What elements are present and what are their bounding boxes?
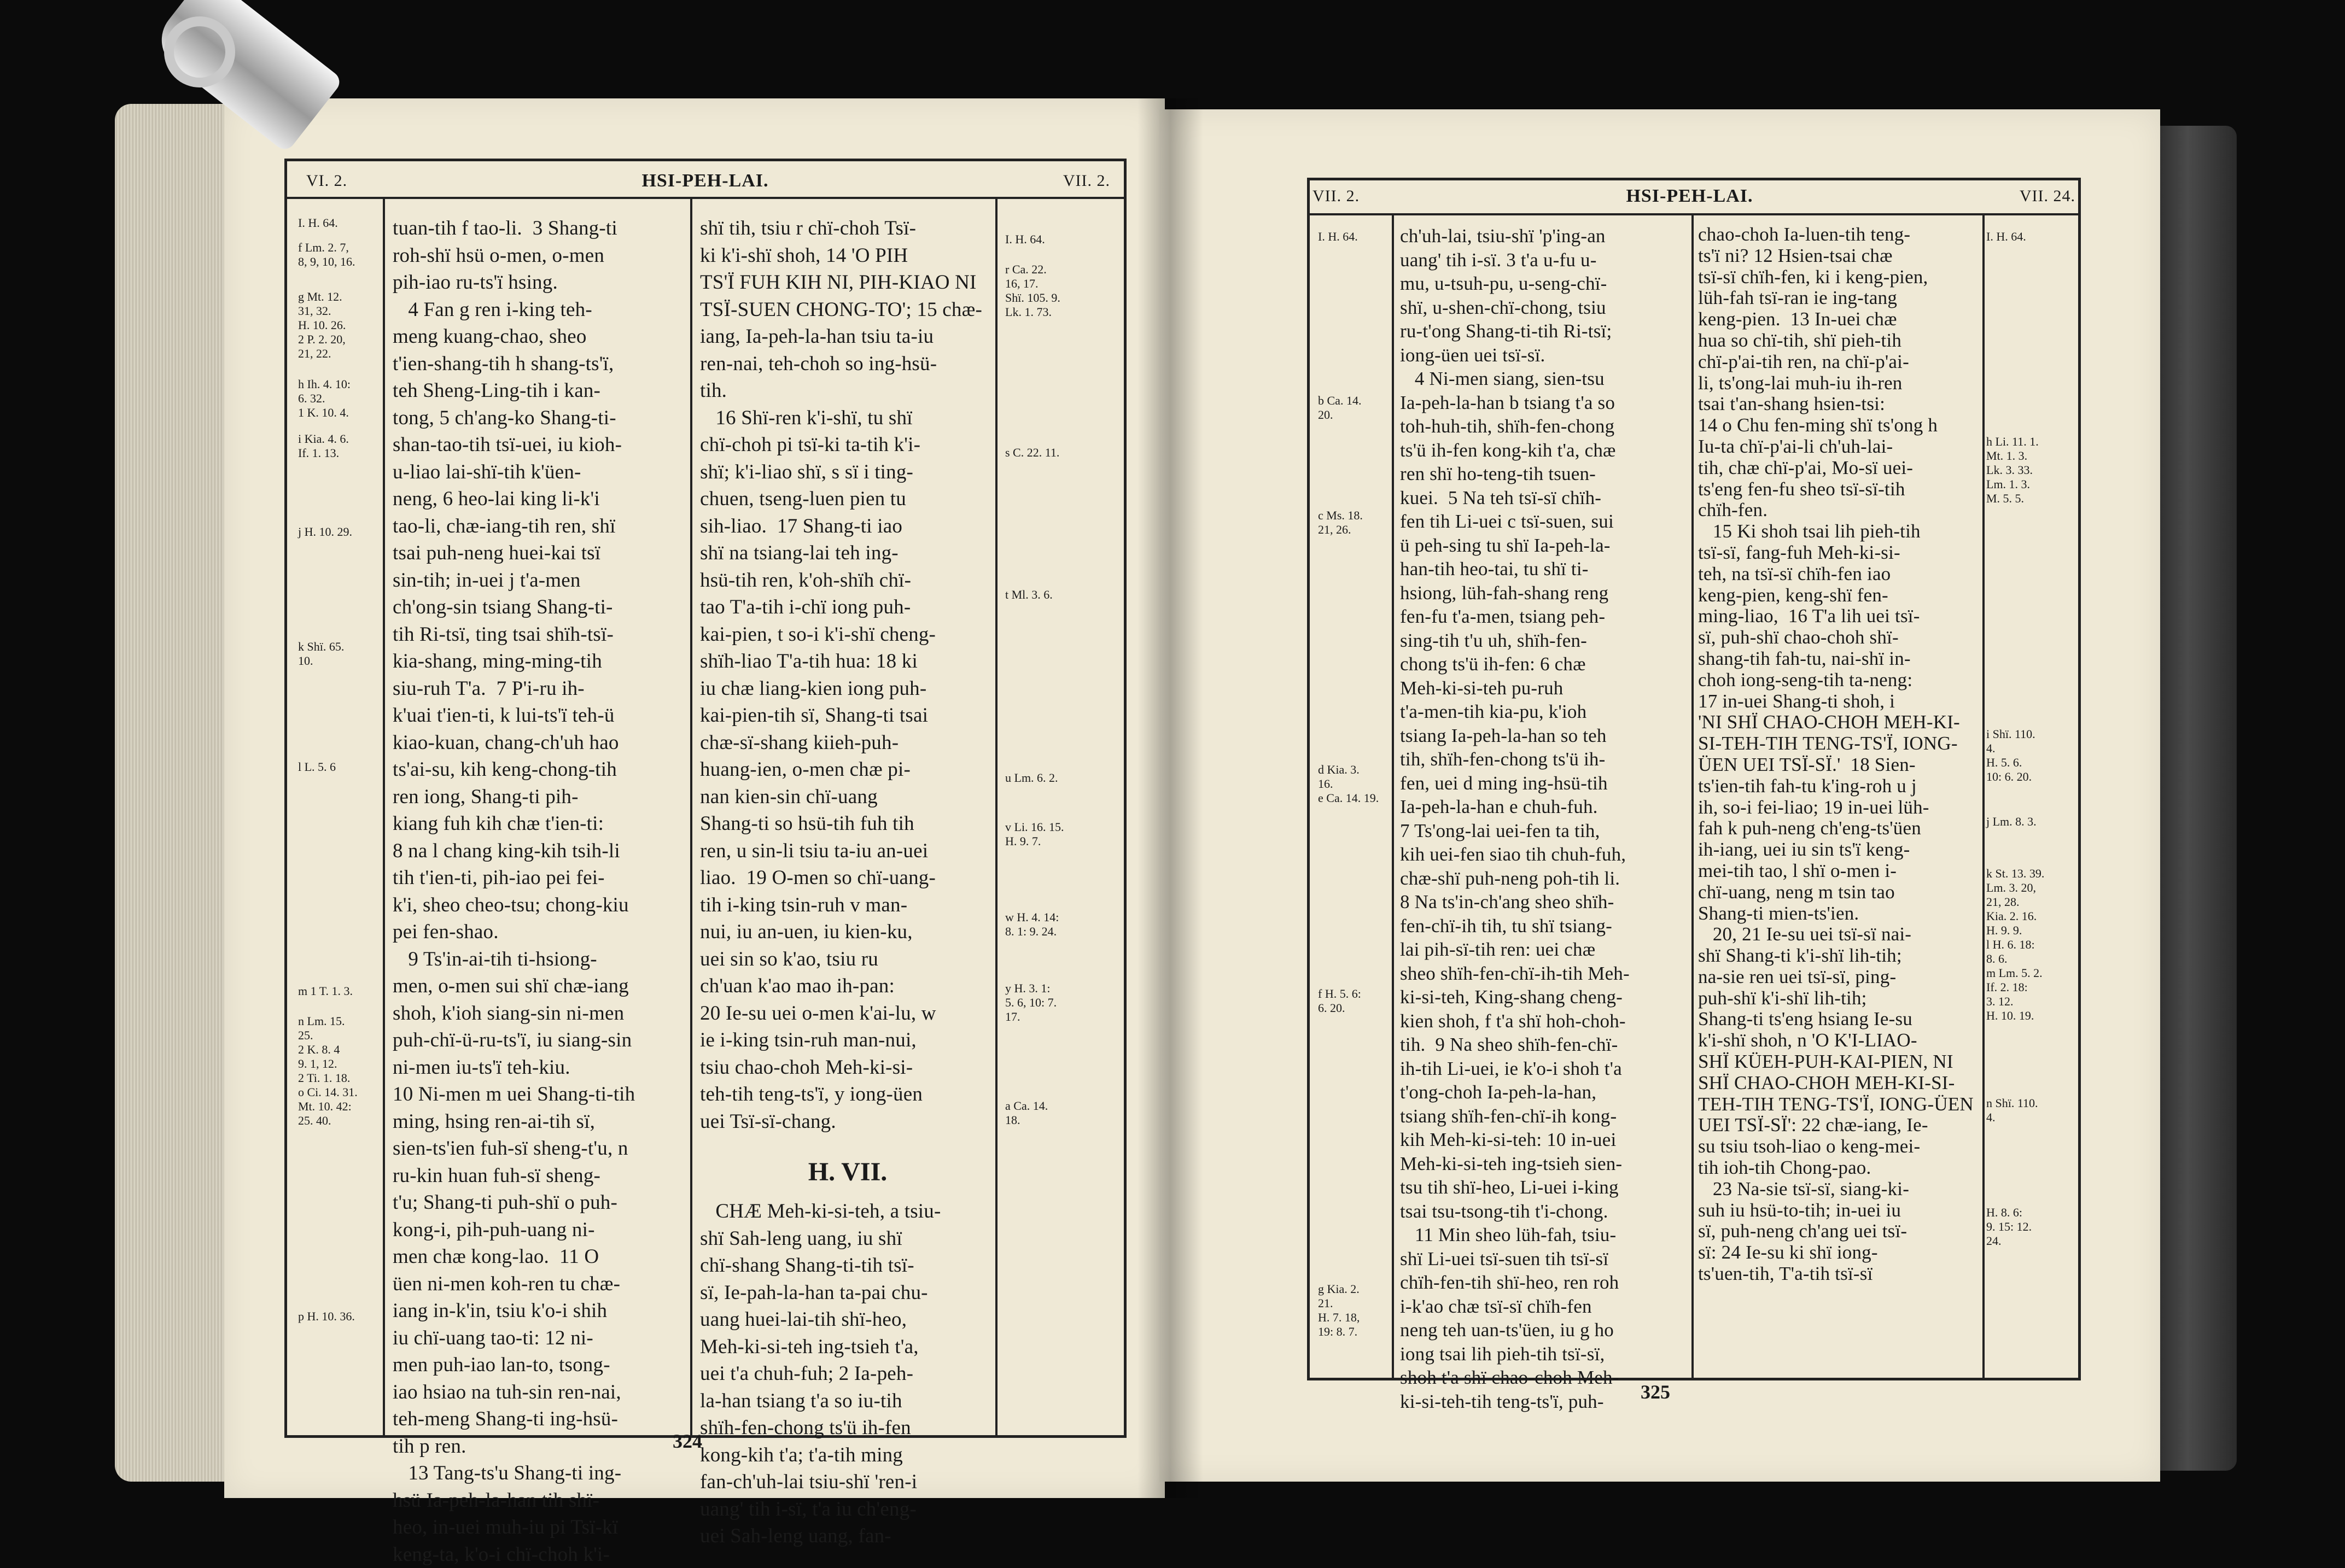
left-head-chapter: VI. 2. (306, 172, 348, 190)
note: n Shï. 110. 4. (1986, 1096, 2038, 1124)
right-center-rule (1691, 213, 1694, 1380)
left-col2-text: shï tih, tsiu r chï-choh Tsï- ki k'i-shï shoh, 14 'O PIH TS'Ï FUH KIH NI, PIH-KIAO NI TSÏ-SUEN CHONG-TO'; 15 chæ- iang, Ia-peh-la-han tsiu ta-iu ren-nai, teh-choh so ing-hsü- tih. 16 Shï-ren k'i-shï, tu shï chï-choh pi tsï-ki ta-tih k'i- shï; k'i-liao shï, s sï i ting- chuen, tseng-luen pien tu sih-liao. 17 Shang-ti iao shï na tsiang-lai teh ing- hsü-tih ren, k'oh-shïh chï- tao T'a-tih i-chï iong puh- kai-pien, t so-i k'i-shï cheng- shïh-liao T'a-tih hua: 18 ki iu chæ liang-kien iong puh- kai-pien-tih sï, Shang-ti tsai chæ-sï-shang kiieh-puh- huang-ien, o-men chæ pi- nan kien-sin chï-uang Shang-ti so hsü-tih fuh tih ren, u sin-li tsiu ta-iu an-uei liao. 19 O-men so chï-uang- tih i-king tsin-ruh v man- nui, iu an-uen, iu kien-ku, uei sin so k'ao, tsiu ru ch'uan k'ao mao ih-pan: 20 Ie-su uei o-men k'ai-lu, w ie i-king tsin-ruh man-nui, tsiu chao-choh Meh-ki-si- teh-tih teng-ts'ï, y iong-üen uei Tsï-sï-chang. (700, 217, 982, 1133)
note: p H. 10. 36. (298, 1309, 355, 1323)
right-head-title: HSI-PEH-LAI. (1626, 186, 1753, 206)
note: g Mt. 12. 31, 32. H. 10. 26. 2 P. 2. 20, 21, 22. (298, 290, 346, 360)
note: g Kia. 2. 21. H. 7. 18, 19: 8. 7. (1318, 1282, 1360, 1338)
note: j Lm. 8. 3. (1986, 815, 2037, 828)
note: d Kia. 3. 16. e Ca. 14. 19. (1318, 763, 1379, 805)
note: c Ms. 18. 21, 26. (1318, 508, 1363, 536)
note: H. 8. 6: 9. 15: 12. 24. (1986, 1206, 2032, 1248)
left-head-rule (284, 197, 1127, 199)
right-page-text-column-2: chao-choh Ia-luen-tih teng- ts'ï ni? 12 Hsien-tsai chæ tsï-sï chïh-fen, ki i keng-pien, lüh-fah tsï-ran ie ing-tang keng-pien. 13 In-uei chæ hua so chï-tih, shï pieh-tih chï-p'ai-tih ren, na chï-p'ai- li, ts'ong-lai muh-iu ih-ren tsai t'an-shang hsien-tsi: 14 o Chu fen-ming shï ts'ong h Iu-ta chï-p'ai-li ch'uh-lai- tih, chæ chï-p'ai, Mo-sï uei- ts'eng fen-fu sheo tsï-sï-tih chïh-fen. 15 Ki shoh tsai lih pieh-tih tsï-sï, fang-fuh Meh-ki-si- teh, na tsï-sï chïh-fen iao keng-pien, keng-shï fen- ming-liao, 16 T'a lih uei tsï- sï, puh-shï chao-choh shï- shang-tih fah-tu, nai-shï in- choh iong-seng-tih ta-neng: 17 in-uei Shang-ti shoh, i 'NI SHÏ CHAO-CHOH MEH-KI- SI-TEH-TIH TENG-TS'Ï, IONG- ÜEN UEI TSÏ-SÏ.' 18 Sien- ts'ien-tih fah-tu k'ing-roh u j ih, so-i fei-liao; 19 in-uei lüh- fah k puh-neng ch'eng-ts'üen ih-iang, uei iu sin ts'ï keng- mei-tih tao, l shï o-men i- chï-uang, neng m tsin tao Shang-ti mien-ts'ien. 20, 21 Ie-su uei tsï-sï nai- shï Shang-ti k'i-shï lih-tih; na-sie ren uei tsï-sï, ping- puh-shï k'i-shï lih-tih; Shang-ti ts'eng hsiang Ie-su k'i-shï shoh, n 'O K'I-LIAO- SHÏ KÜEH-PUH-KAI-PIEN, NI SHÏ CHAO-CHOH MEH-KI-SI- TEH-TIH TENG-TS'Ï, IONG-ÜEN UEI TSÏ-SÏ': 22 chæ-iang, Ie- su tsiu tsoh-liao o keng-mei- tih ioh-tih Chong-pao. 23 Na-sie tsï-sï, siang-ki- suh iu hsü-to-tih; in-uei iu sï, puh-neng ch'ang uei tsï- sï: 24 Ie-su ki shï iong- ts'uen-tih, T'a-tih tsï-sï (1698, 224, 1974, 1285)
note: i Shï. 110. 4. H. 5. 6. 10: 6. 20. (1986, 727, 2035, 783)
note: m 1 T. 1. 3. (298, 984, 353, 998)
right-head-chapter: VII. 2. (1312, 187, 1360, 205)
note: a Ca. 14. 18. (1005, 1099, 1048, 1127)
note: j H. 10. 29. (298, 525, 352, 539)
note: f Lm. 2. 7, 8, 9, 10, 16. (298, 241, 355, 268)
right-head-chapter-right: VII. 24. (2019, 187, 2075, 205)
right-page-number: 325 (1641, 1381, 1670, 1403)
left-page-number: 324 (673, 1430, 702, 1452)
left-head-title: HSI-PEH-LAI. (641, 171, 769, 191)
note: v Li. 16. 15. H. 9. 7. (1005, 820, 1064, 848)
note: f H. 5. 6: 6. 20. (1318, 987, 1361, 1015)
note: I. H. 64. (298, 216, 338, 230)
right-right-notes-rule (1982, 213, 1985, 1380)
book-cover-edge (2155, 126, 2237, 1471)
left-notes-rule (383, 197, 385, 1438)
note: h Li. 11. 1. Mt. 1. 3. Lk. 3. 33. Lm. 1. 3. M. 5. 5. (1986, 435, 2039, 505)
right-head-rule (1307, 213, 2081, 215)
note: i Kia. 4. 6. If. 1. 13. (298, 432, 349, 460)
left-page-text-column-1: tuan-tih f tao-li. 3 Shang-ti roh-shï hsü o-men, o-men pih-iao ru-ts'ï hsing. 4 Fan g ren i-king teh- meng kuang-chao, sheo t'ien-shang-tih h shang-ts'ï, teh Sheng-Ling-tih i kan- tong, 5 ch'ang-ko Shang-ti- shan-tao-tih tsï-uei, iu kioh- u-liao lai-shï-tih k'üen- neng, 6 heo-lai king li-k'i tao-li, chæ-iang-tih ren, shï tsai puh-neng huei-kai tsï sin-tih; in-uei j t'a-men ch'ong-sin tsiang Shang-ti- tih Ri-tsï, ting tsai shïh-tsï- kia-shang, ming-ming-tih siu-ruh T'a. 7 P'i-ru ih- k'uai t'ien-ti, k lui-ts'ï teh-ü kiao-kuan, chang-ch'uh hao ts'ai-su, kih keng-chong-tih ren iong, Shang-ti pih- kiang fuh kih chæ t'ien-ti: 8 na l chang king-kih tsih-li tih t'ien-ti, pih-iao pei fei- k'i, sheo cheo-tsu; chong-kiu pei fen-shao. 9 Ts'in-ai-tih ti-hsiong- men, o-men sui shï chæ-iang shoh, k'ioh siang-sin ni-men puh-chï-ü-ru-ts'ï, iu siang-sin ni-men iu-ts'ï teh-kiu. 10 Ni-men m uei Shang-ti-tih ming, hsing ren-ai-tih sï, sien-ts'ien fuh-sï sheng-t'u, n ru-kin huan fuh-sï sheng- t'u; Shang-ti puh-shï o puh- kong-i, pih-puh-uang ni- men chæ kong-lao. 11 O üen ni-men koh-ren tu chæ- iang in-k'in, tsiu k'o-i shih iu chï-uang tao-ti: 12 ni- men puh-iao lan-to, tsong- iao hsiao na tuh-sin ren-nai, teh-meng Shang-ti ing-hsü- tih p ren. 13 Tang-ts'u Shang-ti ing- hsü Ia-peh-la-han tih shï- heo, in-uei muh-iu pi Tsï-kï keng-ta, k'o-i chï-choh k'i- (393, 217, 635, 1566)
left-col2-chapter-text: CHÆ Meh-ki-si-teh, a tsiu- shï Sah-leng uang, iu shï chï-shang Shang-ti-tih tsï- sï, Ie-pah-la-han ta-pai chu- uang huei-lai-tih shï-heo, Meh-ki-si-teh ing-tsieh t'a, uei t'a chuh-fuh; 2 Ia-peh- la-han tsiang t'a so iu-tih shïh-fen-chong ts'ü ih-fen kong-kih t'a; t'a-tih ming fan-ch'uh-lai tsiu-shï 'ren-i uang' tih i-sï, t'a iu ch'eng- uei Sah-leng uang, fan- (700, 1200, 941, 1547)
note: b Ca. 14. 20. (1318, 394, 1362, 422)
note: y H. 3. 1: 5. 6, 10: 7. 17. (1005, 981, 1057, 1023)
note: I. H. 64. (1986, 230, 2026, 243)
note: n Lm. 15. 25. 2 K. 8. 4 9. 1, 12. 2 Ti. 1. 18. o Ci. 14. 31. Mt. 10. 42: 25. 40. (298, 1014, 358, 1127)
right-notes-rule (1392, 213, 1394, 1380)
note: I. H. 64. (1005, 232, 1045, 246)
note: s C. 22. 11. (1005, 446, 1060, 459)
binder-clip-ring (164, 16, 235, 87)
right-page-text-column-1: ch'uh-lai, tsiu-shï 'p'ing-an uang' tih i-sï. 3 t'a u-fu u- mu, u-tsuh-pu, u-seng-chï- shï, u-shen-chï-chong, tsiu ru-t'ong Shang-ti-tih Ri-tsï; iong-üen uei tsï-sï. 4 Ni-men siang, sien-tsu Ia-peh-la-han b tsiang t'a so toh-huh-tih, shïh-fen-chong ts'ü ih-fen kong-kih t'a, chæ ren shï ho-teng-tih tsuen- kuei. 5 Na teh tsï-sï chïh- fen tih Li-uei c tsï-suen, sui ü peh-sing tu shï Ia-peh-la- han-tih heo-tai, tu shï ti- hsiong, lüh-fah-shang reng fen-fu t'a-men, tsiang peh- sing-tih t'u uh, shïh-fen- chong ts'ü ih-fen: 6 chæ Meh-ki-si-teh pu-ruh t'a-men-tih kia-pu, k'ioh tsiang Ia-peh-la-han so teh tih, shïh-fen-chong ts'ü ih- fen, uei d ming ing-hsü-tih Ia-peh-la-han e chuh-fuh. 7 Ts'ong-lai uei-fen ta tih, kih uei-fen siao tih chuh-fuh, chæ-shï puh-neng poh-tih li. 8 Na ts'in-ch'ang sheo shïh- fen-chï-ih tih, tu shï tsiang- lai pih-sï-tih ren: uei chæ sheo shïh-fen-chï-ih-tih Meh- ki-si-teh, King-shang cheng- kien shoh, f t'a shï hoh-choh- tih. 9 Na sheo shïh-fen-chï- ih-tih Li-uei, ie k'o-i shoh t'a t'ong-choh Ia-peh-la-han, tsiang shïh-fen-chï-ih kong- kih Meh-ki-si-teh: 10 in-uei Meh-ki-si-teh ing-tsieh sien- tsu tih shï-heo, Li-uei i-king tsai tsu-tsong-tih t'i-chong. 11 Min sheo lüh-fah, tsiu- shï Li-uei tsï-suen tih tsï-sï chïh-fen-tih shï-heo, ren roh i-k'ao chæ tsï-sï chïh-fen neng teh uan-ts'üen, iu g ho iong tsai lih pieh-tih tsï-sï, shoh t'a shï chao-choh Meh- ki-si-teh-tih teng-ts'ï, puh- (1400, 225, 1630, 1412)
left-right-notes-rule (995, 197, 998, 1438)
left-head-chapter-right: VII. 2. (1063, 172, 1110, 190)
left-center-rule (690, 197, 692, 1438)
note: t Ml. 3. 6. (1005, 588, 1053, 601)
chapter-heading: H. VII. (808, 1157, 888, 1186)
book-gutter-shadow (1138, 98, 1203, 1498)
note: k Shï. 65. 10. (298, 640, 345, 668)
note: r Ca. 22. 16, 17. Shï. 105. 9. Lk. 1. 73. (1005, 262, 1060, 319)
left-page-text-column-2 (700, 215, 995, 1550)
note: l L. 5. 6 (298, 760, 336, 774)
note: h Ih. 4. 10: 6. 32. 1 K. 10. 4. (298, 377, 351, 419)
right-running-head (1312, 186, 2075, 207)
left-running-head (306, 171, 1110, 191)
note: k St. 13. 39. Lm. 3. 20, 21, 28. Kia. 2. 16. H. 9. 9. l H. 6. 18: 8. 6. m Lm. 5. 2. If. 2. 18: 3. 12. H. 10. 19. (1986, 867, 2045, 1022)
note: I. H. 64. (1318, 230, 1358, 243)
note: w H. 4. 14: 8. 1: 9. 24. (1005, 910, 1059, 938)
note: u Lm. 6. 2. (1005, 771, 1058, 785)
